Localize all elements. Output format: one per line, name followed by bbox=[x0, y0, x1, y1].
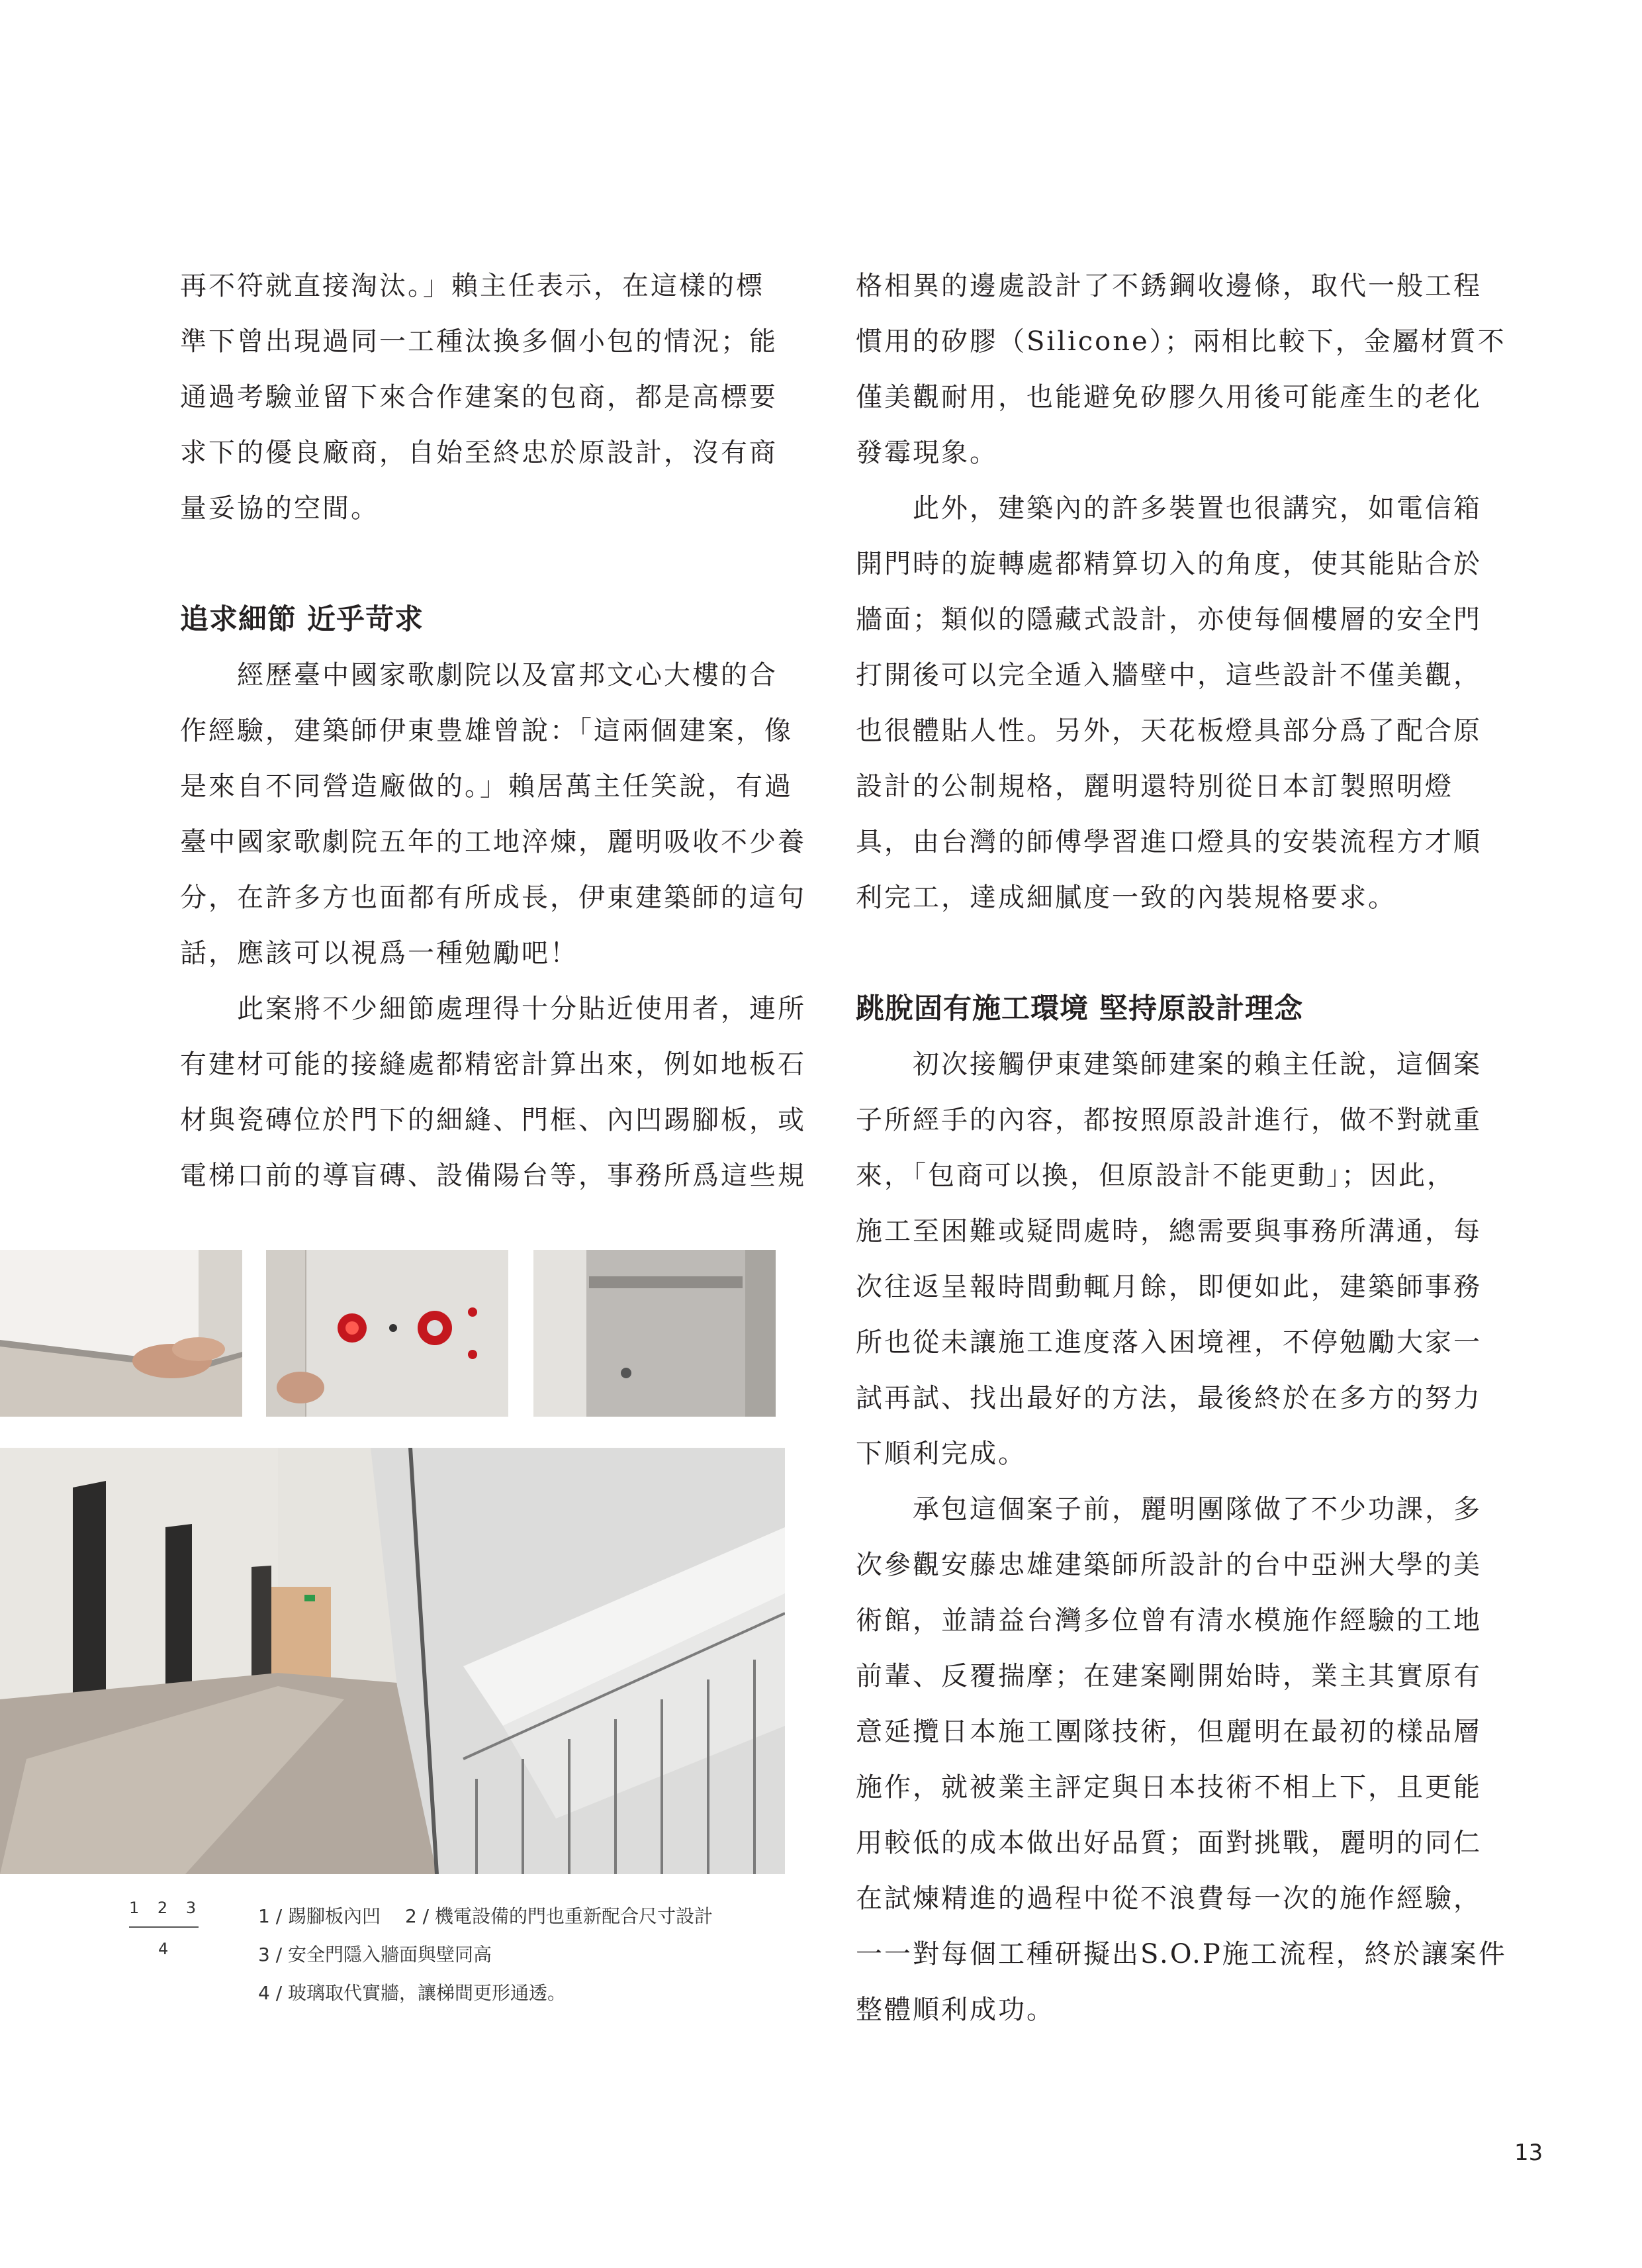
text-line: 利完工，達成細膩度一致的內裝規格要求。 bbox=[856, 882, 1396, 913]
text-line: 一一對每個工種研擬出S.O.P施工流程，終於讓案件 bbox=[856, 1939, 1507, 1969]
text-line: 量妥協的空間。 bbox=[180, 493, 379, 524]
text-line: 初次接觸伊東建築師建案的賴主任說，這個案 bbox=[856, 1049, 1482, 1080]
caption-index bbox=[129, 1899, 209, 1917]
text-line: 慣用的矽膠（Silicone）；兩相比較下，金屬材質不 bbox=[856, 326, 1506, 357]
text-line: 整體順利成功。 bbox=[856, 1995, 1055, 2025]
right-para-1 bbox=[856, 258, 1506, 481]
left-column bbox=[180, 258, 806, 1204]
text-line: 試再試、找出最好的方法，最後終於在多方的努力 bbox=[856, 1383, 1482, 1413]
text-line: 承包這個案子前，麗明團隊做了不少功課，多 bbox=[856, 1494, 1482, 1525]
text-line: 施工至困難或疑問處時，總需要與事務所溝通，每 bbox=[856, 1216, 1482, 1247]
text-line: 施作，就被業主評定與日本技術不相上下，且更能 bbox=[856, 1772, 1482, 1803]
caption-index-4: 4 bbox=[158, 1940, 169, 1958]
left-para-3 bbox=[180, 981, 806, 1204]
right-para-2 bbox=[856, 481, 1482, 925]
photo-baseboard bbox=[0, 1250, 242, 1417]
text-line: 打開後可以完全遁入牆壁中，這些設計不僅美觀， bbox=[856, 660, 1482, 690]
caption-index-1: 1 bbox=[129, 1899, 140, 1917]
text-line: 作經驗，建築師伊東豊雄曾說：「這兩個建案，像 bbox=[180, 716, 793, 746]
text-line: 電梯口前的導盲磚、設備陽台等，事務所爲這些規 bbox=[180, 1160, 806, 1191]
text-line: 準下曾出現過同一工種汰換多個小包的情況；能 bbox=[180, 326, 778, 357]
caption-line: 1 / 踢腳板內凹 2 / 機電設備的門也重新配合尺寸設計 bbox=[258, 1905, 713, 1927]
caption-line: 3 / 安全門隱入牆面與壁同高 bbox=[258, 1944, 492, 1965]
caption-line: 4 / 玻璃取代實牆，讓梯間更形通透。 bbox=[258, 1982, 567, 2004]
text-line: 意延攬日本施工團隊技術，但麗明在最初的樣品層 bbox=[856, 1717, 1482, 1747]
caption-divider bbox=[129, 1926, 199, 1928]
text-line: 經歷臺中國家歌劇院以及富邦文心大樓的合 bbox=[180, 660, 778, 690]
text-line: 也很體貼人性。另外，天花板燈具部分爲了配合原 bbox=[856, 716, 1482, 746]
right-para-4 bbox=[856, 1482, 1507, 2038]
text-line: 發霉現象。 bbox=[856, 438, 998, 468]
text-line: 所也從未讓施工進度落入困境裡，不停勉勵大家一 bbox=[856, 1327, 1482, 1358]
photo-equipment-door bbox=[266, 1250, 508, 1417]
photo-safety-door bbox=[533, 1250, 776, 1417]
text-line: 分，在許多方也面都有所成長，伊東建築師的這句 bbox=[180, 882, 806, 913]
right-para-3 bbox=[856, 1037, 1482, 1482]
text-line: 僅美觀耐用，也能避免矽膠久用後可能產生的老化 bbox=[856, 382, 1482, 412]
text-line: 再不符就直接淘汰。」賴主任表示，在這樣的標 bbox=[180, 271, 764, 301]
text-line: 此案將不少細節處理得十分貼近使用者，連所 bbox=[180, 994, 806, 1024]
text-line: 用較低的成本做出好品質；面對挑戰，麗明的同仁 bbox=[856, 1828, 1482, 1858]
text-line: 次參觀安藤忠雄建築師所設計的台中亞洲大學的美 bbox=[856, 1550, 1482, 1580]
text-line: 前輩、反覆揣摩；在建案剛開始時，業主其實原有 bbox=[856, 1661, 1482, 1691]
text-line: 術館，並請益台灣多位曾有清水模施作經驗的工地 bbox=[856, 1605, 1482, 1636]
text-line: 求下的優良廠商，自始至終忠於原設計，沒有商 bbox=[180, 438, 778, 468]
text-line: 格相異的邊處設計了不銹鋼收邊條，取代一般工程 bbox=[856, 271, 1482, 301]
text-line: 有建材可能的接縫處都精密計算出來，例如地板石 bbox=[180, 1049, 806, 1080]
page-number: 13 bbox=[1514, 2140, 1543, 2166]
text-line: 在試煉精進的過程中從不浪費每一次的施作經驗， bbox=[856, 1883, 1482, 1914]
text-line: 開門時的旋轉處都精算切入的角度，使其能貼合於 bbox=[856, 549, 1482, 579]
caption-index-3: 3 bbox=[185, 1899, 197, 1917]
caption-index-2: 2 bbox=[157, 1899, 168, 1917]
photo-staircase bbox=[0, 1448, 785, 1874]
photo-captions bbox=[258, 1897, 713, 2012]
text-line: 是來自不同營造廠做的。」賴居萬主任笑說，有過 bbox=[180, 771, 793, 802]
text-line: 次往返呈報時間動輒月餘，即便如此，建築師事務 bbox=[856, 1272, 1482, 1302]
section-heading: 追求細節 近乎苛求 bbox=[180, 603, 424, 636]
left-para-2 bbox=[180, 647, 806, 981]
text-line: 牆面；類似的隱藏式設計，亦使每個樓層的安全門 bbox=[856, 604, 1482, 635]
text-line: 臺中國家歌劇院五年的工地淬煉，麗明吸收不少養 bbox=[180, 827, 806, 857]
section-heading: 跳脫固有施工環境 堅持原設計理念 bbox=[856, 992, 1303, 1025]
text-line: 來，「包商可以換，但原設計不能更動」；因此， bbox=[856, 1160, 1455, 1191]
text-line: 話，應該可以視爲一種勉勵吧！ bbox=[180, 938, 578, 969]
right-column bbox=[856, 258, 1507, 2038]
left-para-1 bbox=[180, 258, 786, 536]
text-line: 下順利完成。 bbox=[856, 1439, 1026, 1469]
text-line: 此外，建築內的許多裝置也很講究，如電信箱 bbox=[856, 493, 1482, 524]
text-line: 子所經手的內容，都按照原設計進行，做不對就重 bbox=[856, 1105, 1482, 1135]
text-line: 通過考驗並留下來合作建案的包商，都是高標要 bbox=[180, 382, 778, 412]
text-line: 材與瓷磚位於門下的細縫、門框、內凹踢腳板，或 bbox=[180, 1105, 806, 1135]
text-line: 具，由台灣的師傅學習進口燈具的安裝流程方才順 bbox=[856, 827, 1482, 857]
text-line: 設計的公制規格，麗明還特別從日本訂製照明燈 bbox=[856, 771, 1453, 802]
